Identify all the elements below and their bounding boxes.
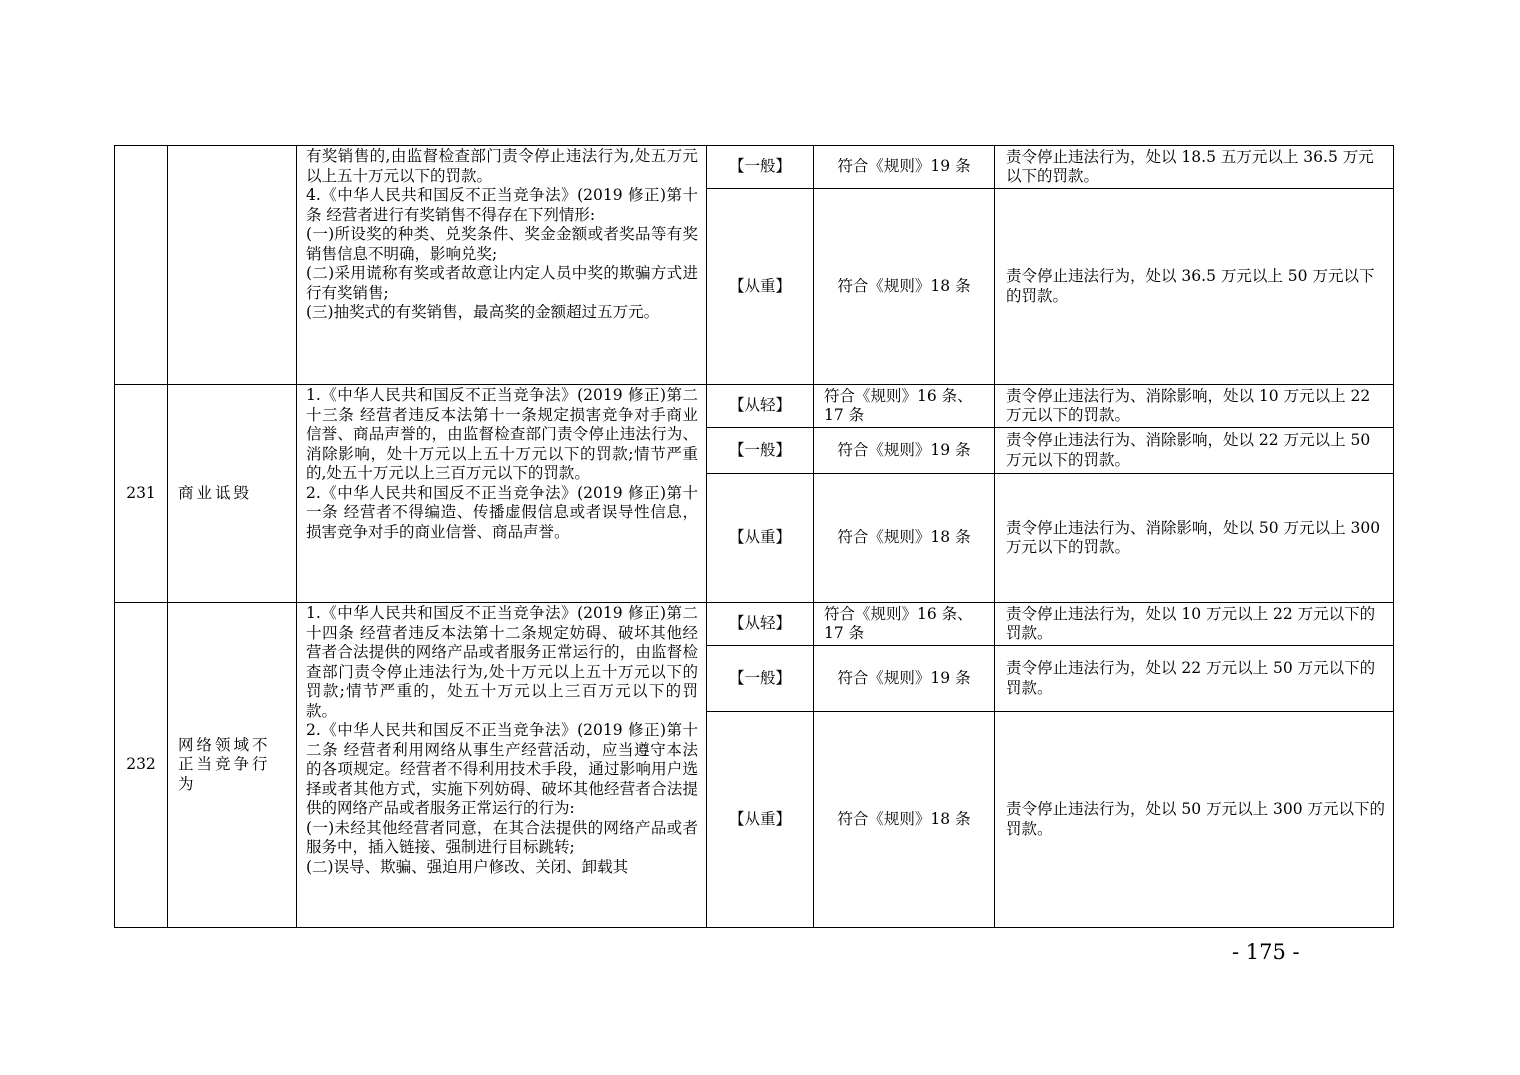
item-name: 商业诋毁 (168, 385, 297, 603)
item-name: 网络领域不正当竞争行为 (168, 603, 297, 928)
legal-basis: 1.《中华人民共和国反不正当竞争法》(2019 修正)第二十三条 经营者违反本法第十一条规定损害竞争对手商业信誉、商品声誉的，由监督检查部门责令停止违法行为、消除影响，处十万元以上五十万元以下的罚款;情节严重的,处五十万元以上三百万元以下的罚款。 2.《中华人民共和国反不正当竞争法》(2019 修正)第十一条 经营者不得编造、传播虚假信息或者误导性信息，损害竞争对手的商业信誉、商品声誉。 (297, 385, 707, 603)
applicable-rule: 符合《规则》16 条、17 条 (814, 603, 995, 646)
discretion-level: 【从重】 (707, 189, 814, 385)
item-number: 231 (115, 385, 168, 603)
penalty-standard: 责令停止违法行为、消除影响，处以 10 万元以上 22 万元以下的罚款。 (995, 385, 1394, 428)
applicable-rule: 符合《规则》19 条 (814, 428, 995, 474)
penalty-standard: 责令停止违法行为，处以 22 万元以上 50 万元以下的罚款。 (995, 646, 1394, 712)
penalty-standard: 责令停止违法行为、消除影响，处以 50 万元以上 300 万元以下的罚款。 (995, 474, 1394, 603)
legal-basis: 有奖销售的,由监督检查部门责令停止违法行为,处五万元以上五十万元以下的罚款。 4.《中华人民共和国反不正当竞争法》(2019 修正)第十条 经营者进行有奖销售不得存在下列情形: (一)所设奖的种类、兑奖条件、奖金金额或者奖品等有奖销售信息不明确，影响兑奖; (二)采用谎称有奖或者故意让内定人员中奖的欺骗方式进行有奖销售; (三)抽奖式的有奖销售，最高奖的金额超过五万元。 (297, 146, 707, 385)
discretion-level: 【一般】 (707, 146, 814, 189)
applicable-rule: 符合《规则》16 条、17 条 (814, 385, 995, 428)
item-number (115, 146, 168, 385)
penalty-standard: 责令停止违法行为，处以 36.5 万元以上 50 万元以下的罚款。 (995, 189, 1394, 385)
penalty-table (114, 145, 1394, 928)
table-row (115, 146, 1394, 189)
penalty-standard: 责令停止违法行为，处以 50 万元以上 300 万元以下的罚款。 (995, 712, 1394, 928)
applicable-rule: 符合《规则》19 条 (814, 646, 995, 712)
applicable-rule: 符合《规则》19 条 (814, 146, 995, 189)
applicable-rule: 符合《规则》18 条 (814, 189, 995, 385)
legal-basis: 1.《中华人民共和国反不正当竞争法》(2019 修正)第二十四条 经营者违反本法第十二条规定妨碍、破坏其他经营者合法提供的网络产品或者服务正常运行的，由监督检查部门责令停止违法行为,处十万元以上五十万元以下的罚款;情节严重的，处五十万元以上三百万元以下的罚款。 2.《中华人民共和国反不正当竞争法》(2019 修正)第十二条 经营者利用网络从事生产经营活动，应当遵守本法的各项规定。经营者不得利用技术手段，通过影响用户选择或者其他方式，实施下列妨碍、破坏其他经营者合法提供的网络产品或者服务正常运行的行为: (一)未经其他经营者同意，在其合法提供的网络产品或者服务中，插入链接、强制进行目标跳转; (二)误导、欺骗、强迫用户修改、关闭、卸载其 (297, 603, 707, 928)
item-name (168, 146, 297, 385)
discretion-level: 【从重】 (707, 712, 814, 928)
page-number: - 175 - (1232, 940, 1300, 964)
applicable-rule: 符合《规则》18 条 (814, 474, 995, 603)
penalty-standard: 责令停止违法行为，处以 18.5 五万元以上 36.5 万元以下的罚款。 (995, 146, 1394, 189)
penalty-standard: 责令停止违法行为、消除影响，处以 22 万元以上 50 万元以下的罚款。 (995, 428, 1394, 474)
item-number: 232 (115, 603, 168, 928)
discretion-level: 【从重】 (707, 474, 814, 603)
discretion-level: 【一般】 (707, 646, 814, 712)
discretion-level: 【从轻】 (707, 603, 814, 646)
applicable-rule: 符合《规则》18 条 (814, 712, 995, 928)
discretion-level: 【一般】 (707, 428, 814, 474)
discretion-level: 【从轻】 (707, 385, 814, 428)
table-row (115, 603, 1394, 646)
penalty-standard: 责令停止违法行为，处以 10 万元以上 22 万元以下的罚款。 (995, 603, 1394, 646)
table-row (115, 385, 1394, 428)
